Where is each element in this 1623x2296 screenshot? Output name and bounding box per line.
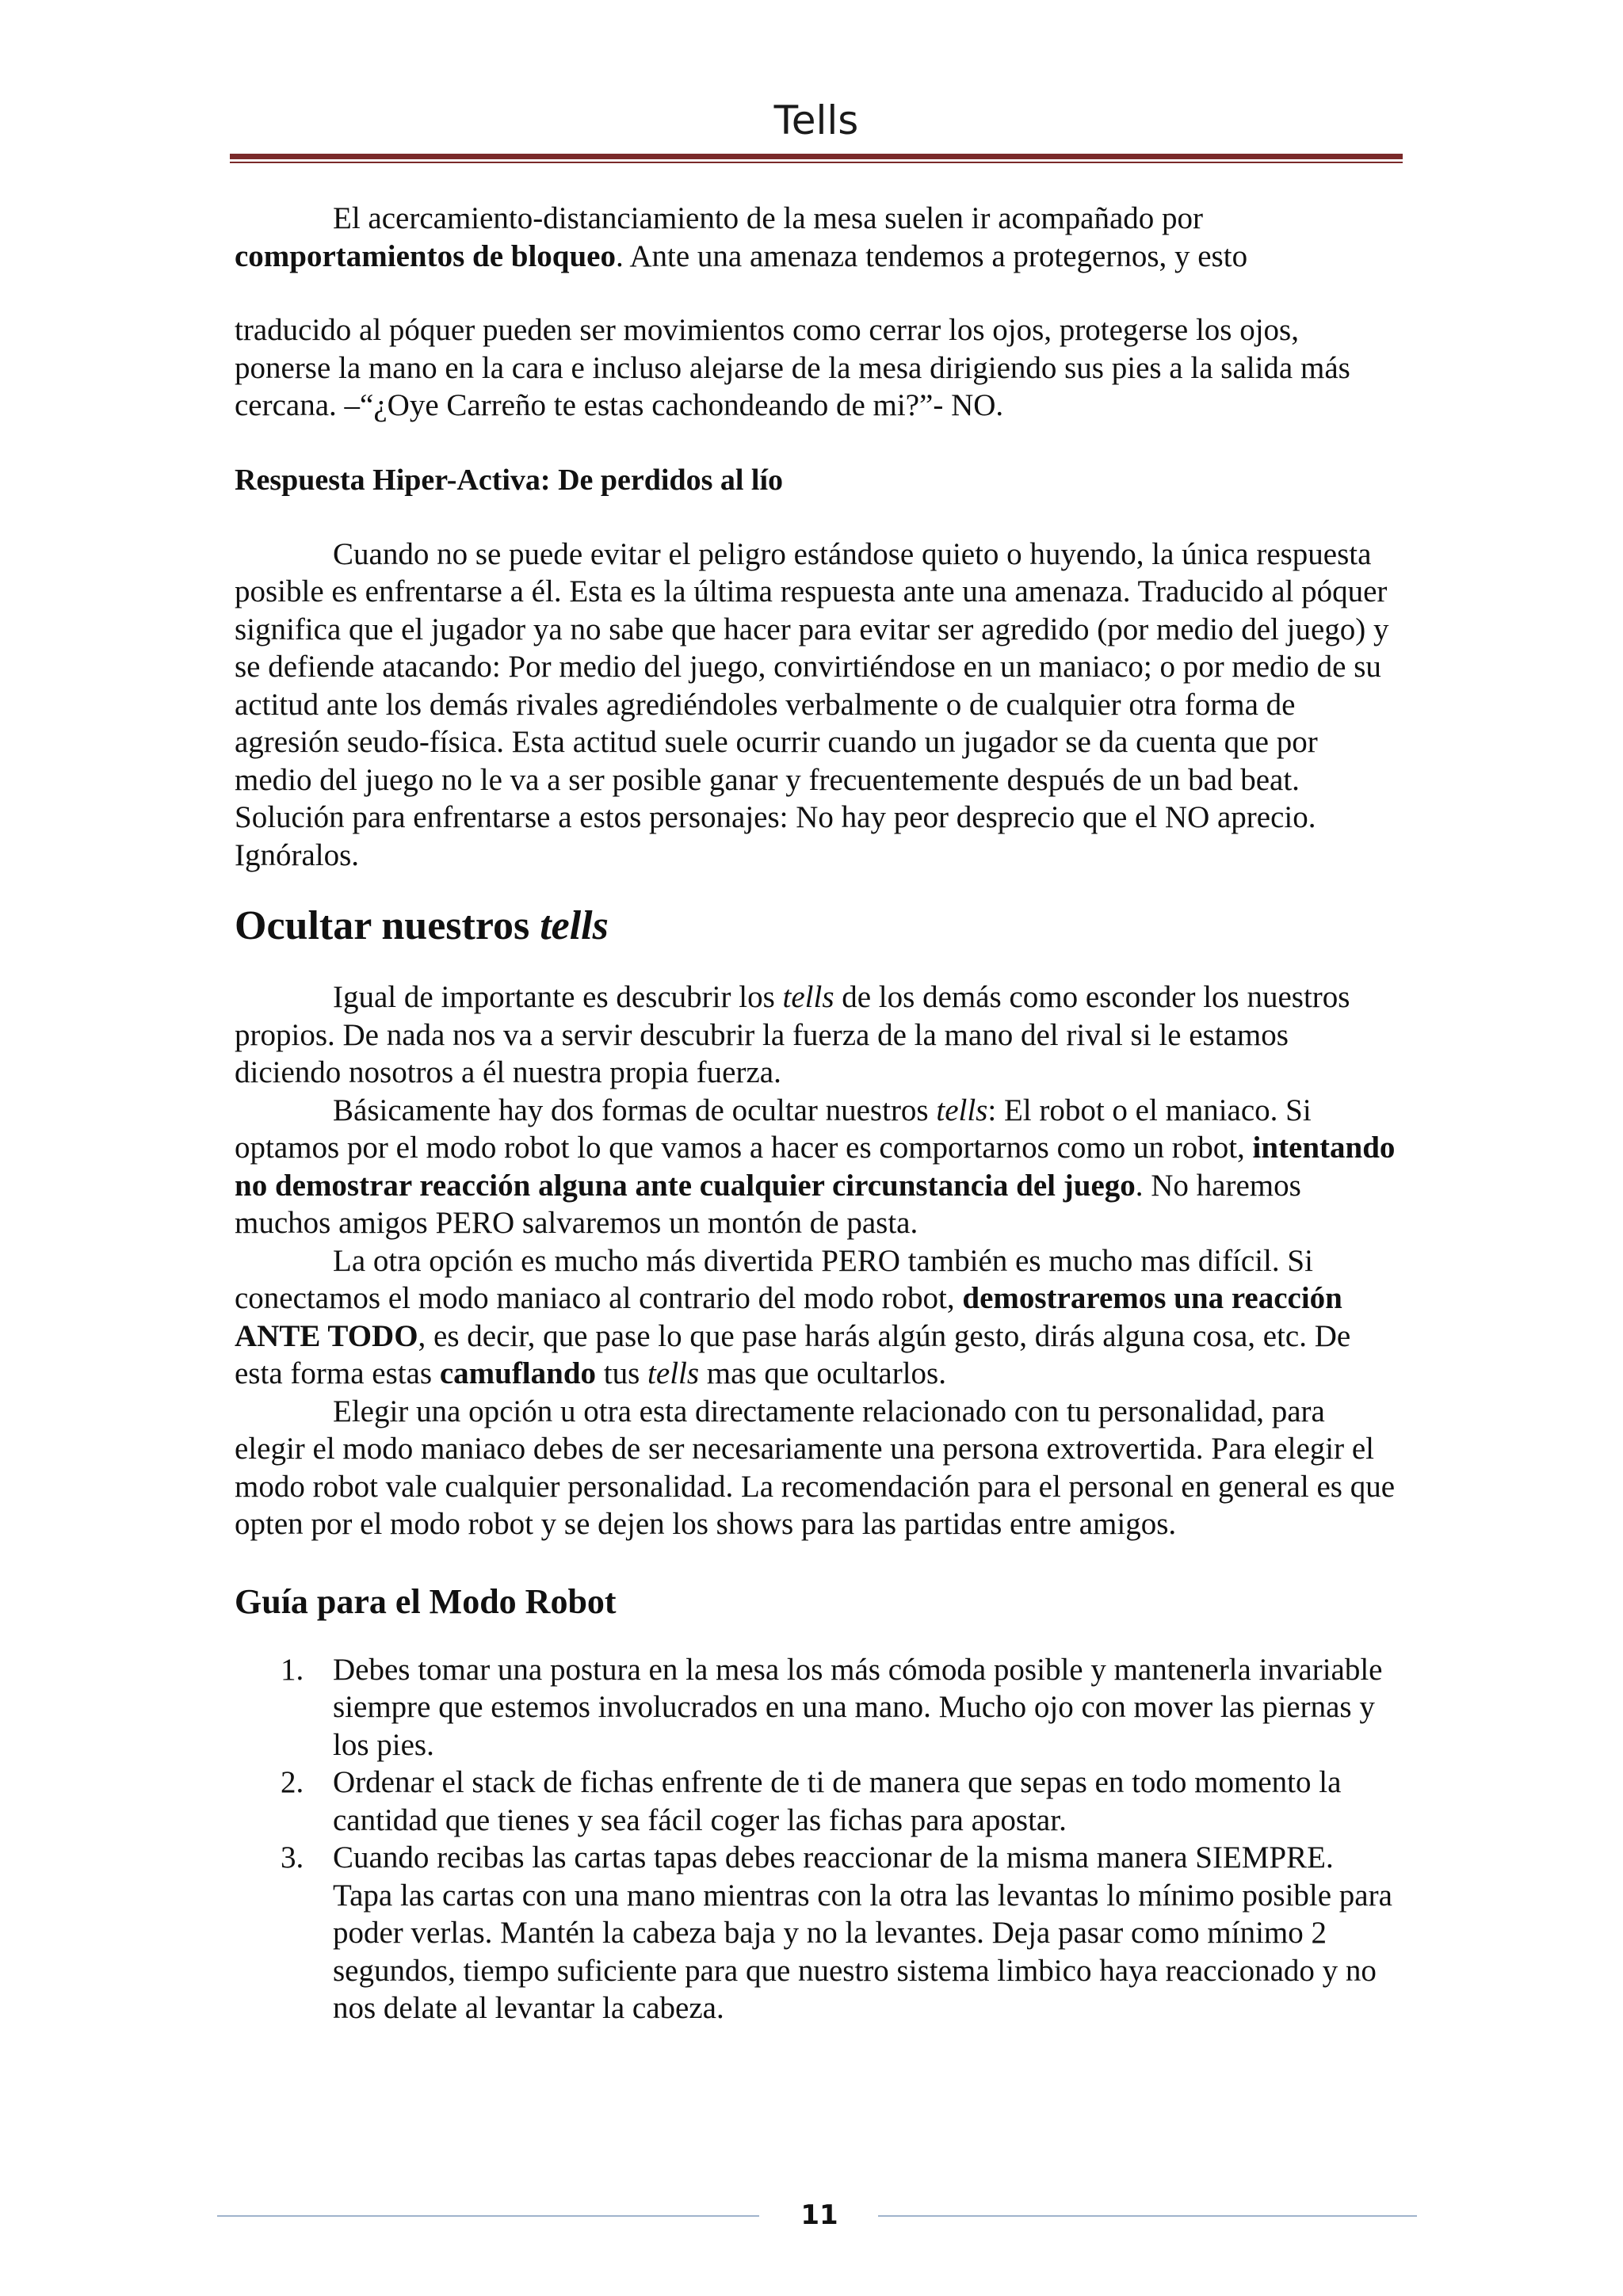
- page-number: 11: [800, 2199, 838, 2231]
- list-item-text: Ordenar el stack de fichas enfrente de ti de manera que sepas en todo momento la cantidad que tienes y sea fácil coger las fichas para apostar.: [333, 1765, 1342, 1837]
- list-item-text: Debes tomar una postura en la mesa los más cómoda posible y mantenerla invariable siempre que estemos involucrados en una mano. Mucho ojo con mover las piernas y los pies.: [333, 1652, 1383, 1762]
- list-item-number: 2.: [281, 1765, 304, 1799]
- page-content: [235, 200, 1400, 2027]
- list-item: [235, 1764, 1400, 1839]
- paragraph-hyper-active: Cuando no se puede evitar el peligro estándose quieto o huyendo, la única respuesta posible es enfrentarse a él. Esta es la última respuesta ante una amenaza. Traducido al póquer significa que el jugador ya no sabe que hacer para evitar ser agredido (por medio del juego) y se defiende atacando: Por medio del juego, convirtiéndose en un maniaco; o por medio de su actitud ante los demás rivales agrediéndoles verbalmente o de cualquier otra forma de agresión seudo-física. Esta actitud suele ocurrir cuando un jugador se da cuenta que por medio del juego no le va a ser posible ganar y frecuentemente después de un bad beat. Solución para enfrentarse a estos personajes: No hay peor desprecio que el NO aprecio. Ignóralos.: [235, 536, 1389, 872]
- paragraph-maniac-mode: La otra opción es mucho más divertida PERO también es mucho mas difícil. Si conectamos el modo maniaco al contrario del modo robot, demostraremos una reacción ANTE TODO, es decir, que pase lo que pase harás algún gesto, dirás alguna cosa, etc. De esta forma estas camuflando tus tells mas que ocultarlos.: [235, 1243, 1351, 1390]
- list-item-text: Cuando recibas las cartas tapas debes reaccionar de la misma manera SIEMPRE. Tapa las cartas con una mano mientras con la otra las levantas lo mínimo posible para poder verlas. Mantén la cabeza baja y no la levantes. Deja pasar como mínimo 2 segundos, tiempo suficiente para que nuestro sistema limbico haya reaccionado y no nos delate al levantar la cabeza.: [333, 1840, 1392, 2025]
- header-rule: [230, 154, 1403, 159]
- section-title-hide-tells: Ocultar nuestros tells: [235, 903, 609, 948]
- subheading-hyper-active: Respuesta Hiper-Activa: De perdidos al lío: [235, 463, 784, 497]
- list-item-number: 1.: [281, 1652, 304, 1687]
- paragraph-choose-mode: Elegir una opción u otra esta directamente relacionado con tu personalidad, para elegir el modo maniaco debes de ser necesariamente una persona extrovertida. Para elegir el modo robot vale cualquier personalidad. La recomendación para el personal en general es que opten por el modo robot y se dejen los shows para las partidas entre amigos.: [235, 1394, 1396, 1541]
- guide-title-robot-mode: Guía para el Modo Robot: [235, 1581, 617, 1621]
- list-item-number: 3.: [281, 1840, 304, 1875]
- list-item: [235, 1839, 1400, 2027]
- running-header-title: Tells: [773, 97, 859, 143]
- robot-mode-steps: [235, 1651, 1400, 2027]
- paragraph-blocking-continued: traducido al póquer pueden ser movimientos como cerrar los ojos, protegerse los ojos, ponerse la mano en la cara e incluso alejarse de la mesa dirigiendo sus pies a la salida más cercana. –“¿Oye Carreño te estas cachondeando de mi?”- NO.: [235, 313, 1350, 422]
- paragraph-robot-mode: Básicamente hay dos formas de ocultar nuestros tells: El robot o el maniaco. Si optamos por el modo robot lo que vamos a hacer es comportarnos como un robot, intentando no demostrar reacción alguna ante cualquier circunstancia del juego. No haremos muchos amigos PERO salvaremos un montón de pasta.: [235, 1093, 1396, 1240]
- paragraph-hide-intro: Igual de importante es descubrir los tells de los demás como esconder los nuestros propios. De nada nos va a servir descubrir la fuerza de la mano del rival si le estamos diciendo nosotros a él nuestra propia fuerza.: [235, 980, 1350, 1089]
- footer-rule-right: [878, 2215, 1417, 2217]
- list-item: [235, 1651, 1400, 1764]
- header-rule-thin: [230, 162, 1403, 163]
- paragraph-blocking: El acercamiento-distanciamiento de la mesa suelen ir acompañado por comportamientos de bloqueo. Ante una amenaza tendemos a protegernos, y esto: [235, 201, 1248, 273]
- footer-rule-left: [217, 2215, 759, 2217]
